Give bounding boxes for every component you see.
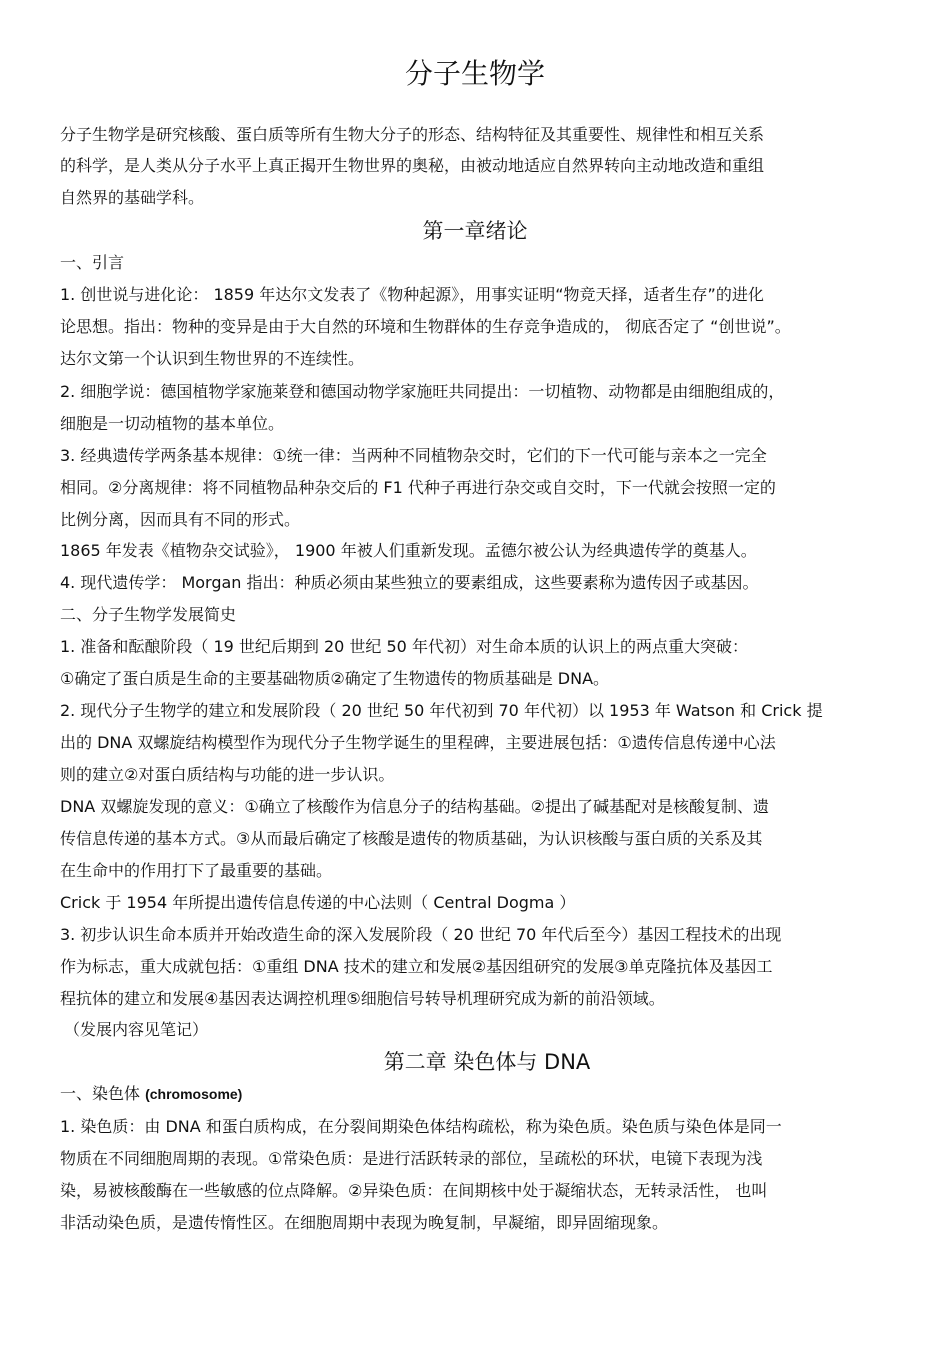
- chapter1-line: 3. 初步认识生命本质并开始改造生命的深入发展阶段（ 20 世纪 70 年代后至今）基因工程技术的出现: [60, 925, 782, 944]
- chapter2-line: 染，易被核酸酶在一些敏感的位点降解。②异染色质：在间期核中处于凝缩状态，无转录活性， 也叫: [60, 1181, 768, 1200]
- intro-line: 自然界的基础学科。: [60, 188, 205, 207]
- chapter1-heading: 第一章绪论: [422, 219, 528, 243]
- section-label: 一、染色体: [60, 1084, 141, 1103]
- section-term: (chromosome): [145, 1086, 243, 1102]
- chapter1-line: 出的 DNA 双螺旋结构模型作为现代分子生物学诞生的里程碑，主要进展包括：①遗传信息传递中心法: [60, 733, 776, 752]
- chapter1-line: 比例分离，因而具有不同的形式。: [60, 510, 301, 529]
- chapter2-section-heading: [60, 1083, 242, 1105]
- chapter1-line: 1. 准备和酝酿阶段（ 19 世纪后期到 20 世纪 50 年代初）对生命本质的认识上的两点重大突破：: [60, 637, 748, 656]
- chapter1-line: 3. 经典遗传学两条基本规律：①统一律：当两种不同植物杂交时，它们的下一代可能与亲本之一完全: [60, 446, 767, 465]
- intro-line: 的科学，是人类从分子水平上真正揭开生物世界的奥秘，由被动地适应自然界转向主动地改造和重组: [60, 156, 765, 175]
- chapter2-heading: 第二章 染色体与 DNA: [383, 1050, 591, 1074]
- chapter1-line: 一、引言: [60, 253, 125, 272]
- chapter2-line: 1. 染色质：由 DNA 和蛋白质构成，在分裂间期染色体结构疏松，称为染色质。染色质与染色体是同一: [60, 1117, 782, 1136]
- chapter1-line: 1. 创世说与进化论： 1859 年达尔文发表了《物种起源》，用事实证明“物竞天择，适者生存”的进化: [60, 285, 764, 304]
- chapter2-line: 非活动染色质，是遗传惰性区。在细胞周期中表现为晚复制，早凝缩，即异固缩现象。: [60, 1213, 669, 1232]
- chapter1-line: 作为标志，重大成就包括：①重组 DNA 技术的建立和发展②基因组研究的发展③单克隆抗体及基因工: [60, 957, 773, 976]
- chapter1-line: Crick 于 1954 年所提出遗传信息传递的中心法则（ Central Dogma ）: [60, 893, 576, 912]
- chapter1-line: 达尔文第一个认识到生物世界的不连续性。: [60, 349, 365, 368]
- chapter1-line: 传信息传递的基本方式。③从而最后确定了核酸是遗传的物质基础，为认识核酸与蛋白质的关系及其: [60, 829, 763, 848]
- chapter1-line: （发展内容见笔记）: [64, 1020, 209, 1039]
- chapter1-line: DNA 双螺旋发现的意义：①确立了核酸作为信息分子的结构基础。②提出了碱基配对是核酸复制、遗: [60, 797, 770, 816]
- chapter1-line: 细胞是一切动植物的基本单位。: [60, 414, 285, 433]
- chapter1-line: 程抗体的建立和发展④基因表达调控机理⑤细胞信号转导机理研究成为新的前沿领域。: [60, 989, 665, 1008]
- chapter1-line: 2. 细胞学说：德国植物学家施莱登和德国动物学家施旺共同提出：一切植物、动物都是由细胞组成的，: [60, 382, 785, 401]
- chapter2-line: 物质在不同细胞周期的表现。①常染色质：是进行活跃转录的部位，呈疏松的环状，电镜下表现为浅: [60, 1149, 763, 1168]
- intro-line: 分子生物学是研究核酸、蛋白质等所有生物大分子的形态、结构特征及其重要性、规律性和相互关系: [60, 125, 765, 144]
- document-title: 分子生物学: [404, 57, 545, 90]
- chapter1-line: 二、分子生物学发展简史: [60, 605, 237, 624]
- chapter1-line: 1865 年发表《植物杂交试验》， 1900 年被人们重新发现。孟德尔被公认为经典遗传学的奠基人。: [60, 541, 757, 560]
- chapter1-line: ①确定了蛋白质是生命的主要基础物质②确定了生物遗传的物质基础是 DNA。: [60, 669, 610, 688]
- chapter1-line: 2. 现代分子生物学的建立和发展阶段（ 20 世纪 50 年代初到 70 年代初）以 1953 年 Watson 和 Crick 提: [60, 701, 823, 720]
- chapter1-line: 论思想。指出：物种的变异是由于大自然的环境和生物群体的生存竞争造成的， 彻底否定了 “创世说”。: [60, 317, 791, 336]
- chapter1-line: 在生命中的作用打下了最重要的基础。: [60, 861, 333, 880]
- chapter1-line: 4. 现代遗传学： Morgan 指出：种质必须由某些独立的要素组成，这些要素称为遗传因子或基因。: [60, 573, 759, 592]
- chapter1-line: 则的建立②对蛋白质结构与功能的进一步认识。: [60, 765, 395, 784]
- chapter1-line: 相同。②分离规律：将不同植物品种杂交后的 F1 代种子再进行杂交或自交时，下一代就会按照一定的: [60, 478, 776, 497]
